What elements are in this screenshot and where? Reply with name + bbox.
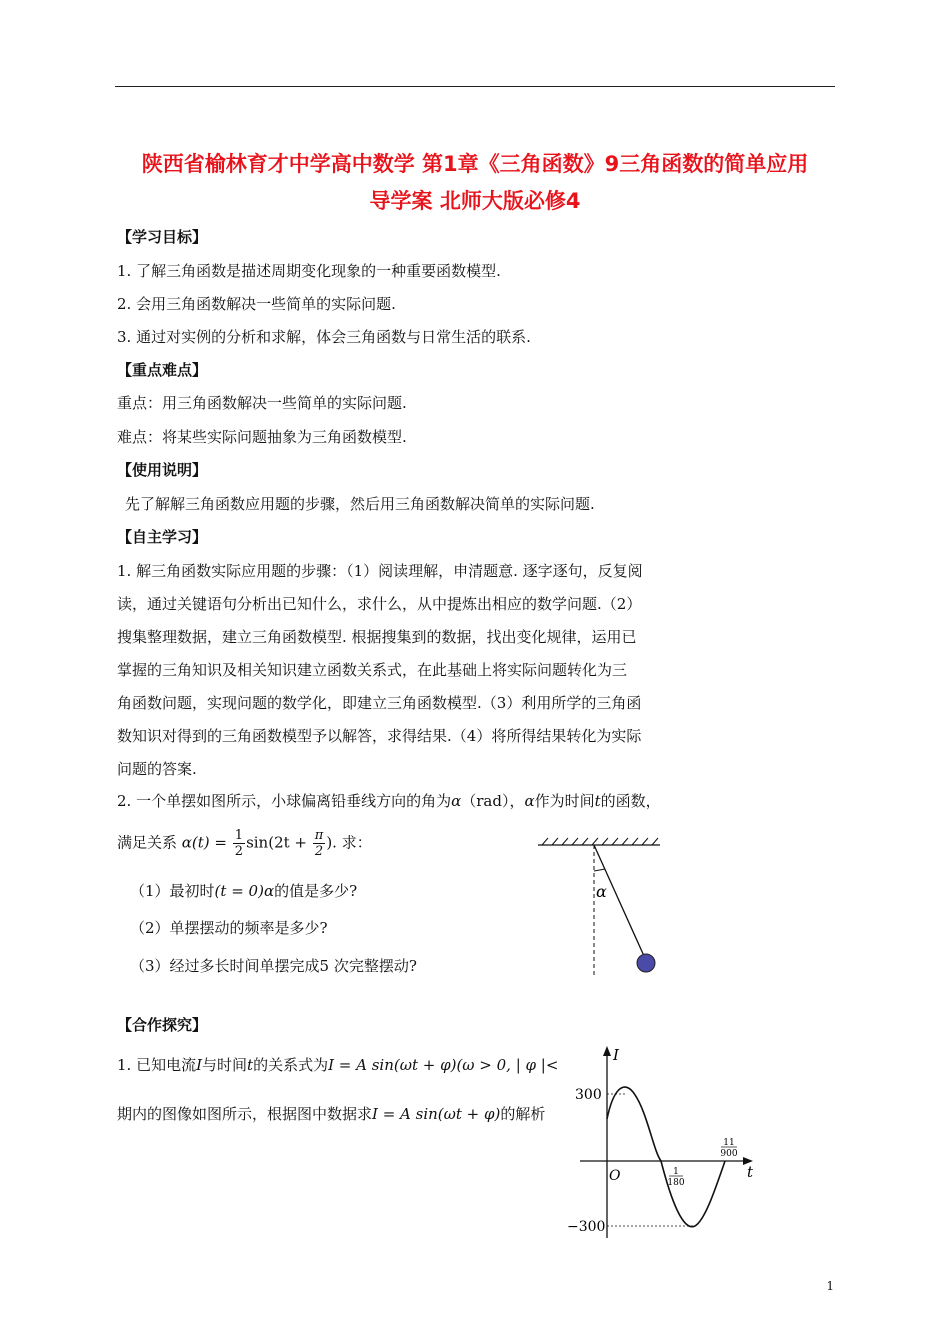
pendulum-problem-intro: 2. 一个单摆如图所示，小球偏离铅垂线方向的角为α（rad），α作为时间t的函数， xyxy=(117,792,661,810)
goal-item-2: 2. 会用三角函数解决一些简单的实际问题. xyxy=(117,295,396,313)
document-title-line1: 陕西省榆林育才中学高中数学 第1章《三角函数》9三角函数的简单应用 xyxy=(141,152,809,176)
selfstudy-p1-line5: 角函数问题，实现问题的数学化，即建立三角函数模型.（3）利用所学的三角函 xyxy=(117,694,642,712)
selfstudy-p1-line6: 数知识对得到的三角函数模型予以解答，求得结果.（4）将所得结果转化为实际 xyxy=(117,727,642,745)
pendulum-angle-label: α xyxy=(596,882,607,901)
difficulty-point: 难点：将某些实际问题抽象为三角函数模型. xyxy=(117,428,407,446)
section-heading-goals: 【学习目标】 xyxy=(117,228,208,246)
fraction-pi-half: $\frac{\pi}{2}$ xyxy=(314,828,324,859)
key-point: 重点：用三角函数解决一些简单的实际问题. xyxy=(117,394,407,412)
ceiling-hatch xyxy=(542,838,658,845)
fraction-half: $\frac{1}{2}$ xyxy=(234,828,244,859)
selfstudy-p1-line7: 问题的答案. xyxy=(117,760,197,778)
pendulum-ball xyxy=(637,954,655,972)
selfstudy-p1-line2: 读，通过关键语句分析出已知什么，求什么，从中提炼出相应的数学问题.（2） xyxy=(117,595,642,613)
tick-label-1-den: 180 xyxy=(667,1178,685,1188)
y-min-label: −300 xyxy=(567,1219,606,1235)
selfstudy-p1-line1: 1. 解三角函数实际应用题的步骤：（1）阅读理解，申清题意. 逐字逐句，反复阅 xyxy=(117,562,643,580)
cooperate-problem-line2: 期内的图像如图所示，根据图中数据求I = A sin(ωt + φ)的解析 xyxy=(117,1105,546,1123)
goal-item-1: 1. 了解三角函数是描述周期变化现象的一种重要函数模型. xyxy=(117,262,501,280)
origin-label: O xyxy=(609,1168,621,1184)
tick-label-2-num: 11 xyxy=(723,1138,735,1148)
tick-label-1-num: 1 xyxy=(673,1167,679,1177)
section-heading-cooperate: 【合作探究】 xyxy=(117,1016,208,1034)
top-rule xyxy=(115,86,835,87)
usage-text: 先了解解三角函数应用题的步骤，然后用三角函数解决简单的实际问题. xyxy=(125,495,595,513)
pendulum-question-3: （3）经过多长时间单摆完成5 次完整摆动? xyxy=(130,957,417,975)
y-axis-label: I xyxy=(613,1046,619,1064)
selfstudy-p1-line4: 掌握的三角知识及相关知识建立函数关系式，在此基础上将实际问题转化为三 xyxy=(117,661,628,679)
goal-item-3: 3. 通过对实例的分析和求解，体会三角函数与日常生活的联系. xyxy=(117,328,531,346)
cooperate-problem-line1: 1. 已知电流I与时间t的关系式为I = A sin(ωt + φ)(ω > 0, | φ |< xyxy=(117,1056,559,1074)
current-graph xyxy=(565,1040,760,1245)
page-number: 1 xyxy=(826,1279,834,1293)
y-max-label: 300 xyxy=(575,1087,602,1103)
pendulum-question-2: （2）单摆摆动的频率是多少? xyxy=(130,919,328,937)
document-title-line2: 导学案 北师大版必修4 xyxy=(369,189,581,213)
angle-arc xyxy=(594,869,605,871)
section-heading-usage: 【使用说明】 xyxy=(117,461,208,479)
selfstudy-p1-line3: 搜集整理数据，建立三角函数模型. 根据搜集到的数据，找出变化规律，运用已 xyxy=(117,628,637,646)
x-axis-label: t xyxy=(747,1163,754,1181)
pendulum-diagram xyxy=(530,835,670,985)
tick-label-2-den: 900 xyxy=(720,1149,738,1159)
sine-curve xyxy=(607,1087,725,1227)
pendulum-relation: 满足关系 α(t) = $\frac{1}{2}$ sin(2t + $\frac{\pi}{2}$ ). 求： xyxy=(117,828,372,859)
section-heading-keypoints: 【重点难点】 xyxy=(117,361,208,379)
y-axis-arrow xyxy=(603,1046,611,1056)
pendulum-question-1: （1）最初时(t = 0)α的值是多少? xyxy=(130,882,358,900)
section-heading-selfstudy: 【自主学习】 xyxy=(117,528,208,546)
